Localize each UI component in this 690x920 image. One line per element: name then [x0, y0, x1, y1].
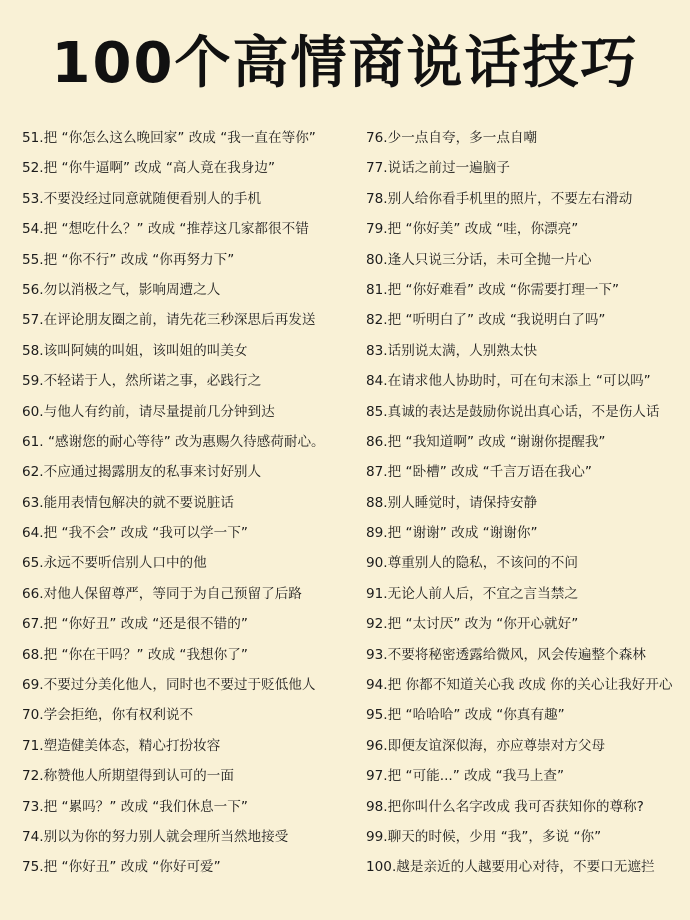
tip-item: 97.把 “可能...” 改成 “我马上查” [366, 768, 565, 785]
tip-item: 86.把 “我知道啊” 改成 “谢谢你提醒我” [366, 433, 606, 450]
tip-item: 51.把 “你怎么这么晚回家” 改成 “我一直在等你” [22, 130, 316, 146]
tip-item: 91.无论人前人后，不宜之言当禁之 [366, 585, 578, 602]
tip-item: 92.把 “太讨厌” 改为 “你开心就好” [366, 616, 579, 633]
tip-item: 70.学会拒绝，你有权利说不 [22, 707, 194, 724]
tip-item: 93.不要将秘密透露给微风，风会传遍整个森林 [366, 646, 646, 663]
tip-item: 72.称赞他人所期望得到认可的一面 [22, 768, 234, 785]
tip-item: 81.把 “你好难看” 改成 “你需要打理一下” [366, 281, 620, 298]
tip-item: 76.少一点自夸，多一点自嘲 [366, 130, 538, 146]
tip-item: 83.话别说太满，人别熟太快 [366, 342, 538, 359]
tip-item: 69.不要过分美化他人，同时也不要过于贬低他人 [22, 677, 316, 694]
tip-item: 96.即便友谊深似海，亦应尊崇对方父母 [366, 737, 606, 754]
tip-item: 89.把 “谢谢” 改成 “谢谢你” [366, 525, 538, 542]
tip-item: 84.在请求他人协助时，可在句末添上 “可以吗” [366, 373, 651, 390]
tip-item: 68.把 “你在干吗？” 改成 “我想你了” [22, 646, 248, 663]
tip-item: 65.永远不要听信别人口中的他 [22, 555, 207, 572]
tip-item: 60.与他人有约前，请尽量提前几分钟到达 [22, 403, 275, 420]
tip-item: 56.勿以消极之气，影响周遭之人 [22, 281, 221, 298]
tip-item: 88.别人睡觉时，请保持安静 [366, 494, 538, 511]
tip-item: 55.把 “你不行” 改成 “你再努力下” [22, 251, 235, 268]
tip-item: 53.不要没经过同意就随便看别人的手机 [22, 190, 262, 207]
tip-item: 63.能用表情包解决的就不要说脏话 [22, 494, 234, 511]
tip-item: 100.越是亲近的人越要用心对待，不要口无遮拦 [366, 859, 655, 876]
tip-item: 59.不轻诺于人，然所诺之事，必践行之 [22, 373, 262, 390]
tip-item: 95.把 “哈哈哈” 改成 “你真有趣” [366, 707, 565, 724]
tip-item: 82.把 “听明白了” 改成 “我说明白了吗” [366, 312, 606, 329]
tip-item: 79.把 “你好美” 改成 “哇，你漂亮” [366, 221, 579, 238]
tip-item: 77.说话之前过一遍脑子 [366, 160, 510, 177]
tip-item: 87.把 “卧槽” 改成 “千言万语在我心” [366, 464, 592, 481]
tips-list-right [366, 123, 684, 883]
tip-item: 73.把 “累吗？” 改成 “我们休息一下” [22, 798, 248, 815]
tip-item: 54.把 “想吃什么？” 改成 “推荐这几家都很不错 [22, 221, 309, 238]
tip-item: 75.把 “你好丑” 改成 “你好可爱” [22, 859, 221, 876]
tip-item: 67.把 “你好丑” 改成 “还是很不错的” [22, 616, 248, 633]
tip-item: 64.把 “我不会” 改成 “我可以学一下” [22, 525, 248, 542]
tip-item: 90.尊重别人的隐私，不该问的不问 [366, 555, 578, 572]
tip-item: 80.逢人只说三分话，未可全抛一片心 [366, 251, 592, 268]
tip-item: 61. “感谢您的耐心等待” 改为惠赐久待感荷耐心。 [22, 433, 325, 450]
page-title: 100个高情商说话技巧 [51, 31, 639, 96]
tip-item: 52.把 “你牛逼啊” 改成 “高人竟在我身边” [22, 160, 276, 177]
tip-item: 98.把你叫什么名字改成 我可否获知你的尊称? [366, 798, 644, 815]
tip-item: 58.该叫阿姨的叫姐，该叫姐的叫美女 [22, 342, 248, 359]
tip-item: 57.在评论朋友圈之前，请先花三秒深思后再发送 [22, 312, 316, 329]
tip-item: 94.把 你都不知道关心我 改成 你的关心让我好开心 [366, 677, 673, 694]
tip-item: 71.塑造健美体态，精心打扮妆容 [22, 737, 221, 754]
tip-item: 66.对他人保留尊严，等同于为自己预留了后路 [22, 585, 302, 602]
tip-item: 85.真诚的表达是鼓励你说出真心话，不是伤人话 [366, 403, 660, 420]
tip-item: 99.聊天的时候，少用 “我”，多说 “你” [366, 828, 602, 845]
tips-list-left [22, 123, 357, 883]
tip-item: 78.别人给你看手机里的照片，不要左右滑动 [366, 190, 633, 207]
tip-item: 74.别以为你的努力别人就会理所当然地接受 [22, 828, 289, 845]
tip-item: 62.不应通过揭露朋友的私事来讨好别人 [22, 464, 262, 481]
